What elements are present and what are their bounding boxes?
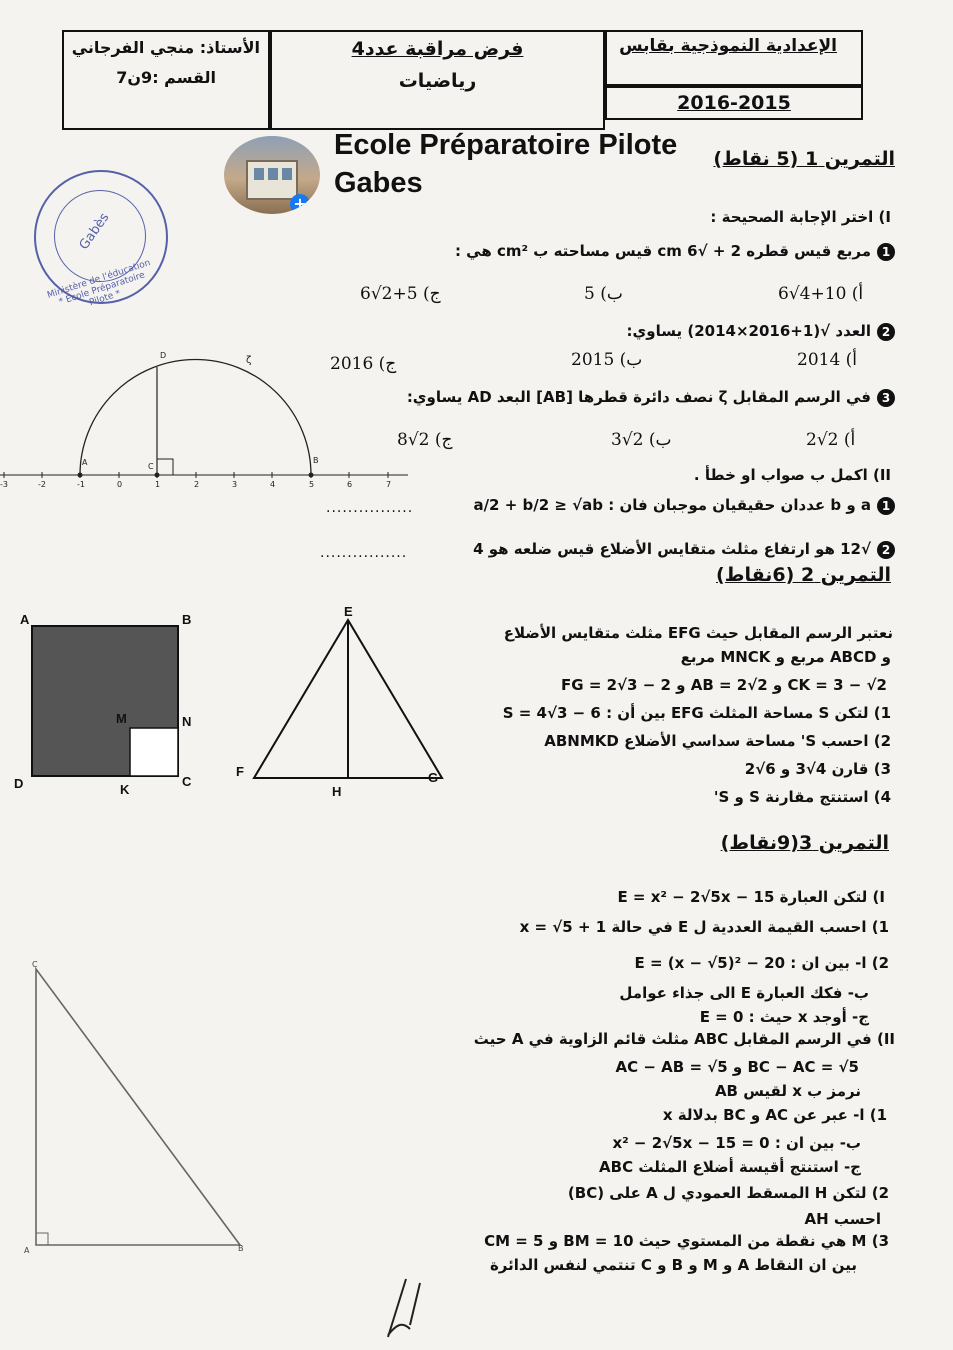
- ex1-q1-c: ج) 5+2√6: [360, 284, 441, 304]
- ex1-q1-b: ب) 5: [584, 284, 623, 304]
- ex3-line13: احسب AH: [804, 1210, 881, 1228]
- teacher-name: الأستاذ: منجي الفرجاني: [71, 38, 260, 57]
- ex3-line6: II) في الرسم المقابل ABC مثلث قائم الزاوية في A حيث: [473, 1030, 895, 1048]
- tick-label: 3: [232, 480, 238, 489]
- point-label-c: C: [148, 462, 154, 471]
- header-year-box: [605, 86, 863, 120]
- tick-label: -2: [38, 480, 46, 489]
- ex2-title: التمرين 2 (6نقاط): [716, 564, 891, 586]
- ex1-q3-b: ب) 2√3: [611, 430, 672, 450]
- ex1-q3-c: ج) 2√8: [397, 430, 453, 450]
- vertex-m: M: [116, 711, 127, 726]
- number-badge-4: 1: [877, 497, 895, 515]
- vertex-c: C: [182, 774, 192, 789]
- ex3-line8: نرمز ب x لقيس AB: [714, 1082, 861, 1100]
- test-title: فرض مراقبة عدد4: [351, 38, 524, 60]
- header-title-box: [270, 30, 605, 130]
- ex3-line10: ب- بين ان : x² − 2√5x − 15 = 0: [612, 1134, 861, 1152]
- ex2-line1: نعتبر الرسم المقابل حيث EFG مثلث متقايس الأضلاع: [503, 624, 893, 642]
- vertex-a: A: [20, 612, 30, 627]
- tick-label: 5: [309, 480, 315, 489]
- figure-squares: [10, 608, 220, 798]
- ex2-line2: و ABCD مربع و MNCK مربع: [680, 648, 891, 666]
- tick-label: -1: [77, 480, 85, 489]
- stamp-outer-text: Ministère de l'éducation * Ecole Préparatoire Pilote *: [46, 258, 152, 309]
- ex1-s2-answer-blank[interactable]: ................: [320, 545, 408, 561]
- ex3-line5: ج- أوجد x حيث : E = 0: [699, 1008, 869, 1026]
- ex1-q2: 2العدد √(1+2016×2014) يساوي:: [627, 322, 895, 341]
- vertex-b: B: [182, 612, 192, 627]
- vertex-n: N: [182, 714, 192, 729]
- ex2-line3: CK = 3 − √2 و AB = 2√2 و FG = 2√3 − 2: [561, 676, 887, 694]
- ex1-q3: 3في الرسم المقابل ζ نصف دائرة قطرها [AB] البعد AD يساوي:: [407, 388, 895, 407]
- building-icon: [246, 160, 298, 200]
- vertex-k: K: [120, 782, 130, 797]
- ex2-line5: 2) احسب S' مساحة سداسي الأضلاع ABNMKD: [544, 732, 891, 750]
- ex3-title: التمرين 3(9نقاط): [720, 832, 889, 854]
- test-subject: رياضيات: [398, 70, 477, 92]
- ex1-q2-c: ج) 2016: [330, 354, 397, 374]
- ex1-q3-a: أ) 2√2: [806, 430, 856, 450]
- ex1-s1-answer-blank[interactable]: ................: [326, 500, 414, 516]
- brand-line2: Gabes: [334, 167, 423, 199]
- ex3-line7: BC − AC = √5 و AC − AB = √5: [615, 1058, 859, 1076]
- header-teacher-box: [62, 30, 270, 130]
- tick-label: 1: [155, 480, 161, 489]
- ex3-line14: 3) M هي نقطة من المستوي حيث BM = 10 و CM = 5: [484, 1232, 889, 1250]
- stamp-center-text: Gabès: [76, 210, 113, 253]
- vertex-f: F: [236, 764, 244, 779]
- tick-label: 2: [194, 480, 200, 489]
- ex3-line1: I) لتكن العبارة E = x² − 2√5x − 15: [617, 888, 885, 906]
- school-logo-avatar: [224, 136, 320, 214]
- ex3-line11: ج- استنتج أقيسة أضلاع المثلث ABC: [599, 1158, 861, 1176]
- number-badge-2: 2: [877, 323, 895, 341]
- vertex-c: C: [32, 960, 38, 969]
- vertex-h: H: [332, 784, 342, 799]
- tick-label: 6: [347, 480, 353, 489]
- number-badge-1: 1: [877, 243, 895, 261]
- ex1-q2-b: ب) 2015: [571, 350, 643, 370]
- point-label-a: A: [82, 458, 88, 467]
- tick-label: 7: [386, 480, 392, 489]
- school-name: الإعدادية النموذجية بقابس: [619, 36, 837, 56]
- vertex-d: D: [14, 776, 24, 791]
- number-badge-3: 3: [877, 389, 895, 407]
- figure-semicircle: [0, 345, 410, 495]
- ex1-s2: 2√12 هو ارتفاع مثلث متقايس الأضلاع قيس ضلعه هو 4: [473, 540, 895, 559]
- number-badge-5: 2: [877, 541, 895, 559]
- ex1-title: التمرين 1 (5 نقاط): [713, 148, 895, 170]
- point-label-d: D: [160, 351, 167, 360]
- signature-mark: [376, 1275, 436, 1345]
- vertex-a: A: [24, 1246, 30, 1255]
- brand-line1: Ecole Préparatoire Pilote: [334, 129, 678, 161]
- ex1-part2: II) اكمل ب صواب او خطأ .: [693, 466, 891, 484]
- plus-icon: +: [290, 194, 310, 214]
- tick-label: -3: [0, 480, 8, 489]
- figure-triangle-abc: [20, 955, 290, 1255]
- school-year: 2016-2015: [677, 92, 791, 114]
- ex2-line4: 1) لتكن S مساحة المثلث EFG بين أن : S = 4√3 − 6: [502, 704, 891, 722]
- figure-triangle-efg: [230, 600, 450, 800]
- ex1-s1: 1a و b عددان حقيقيان موجبان فان : a/2 + b/2 ≥ √ab: [473, 496, 895, 515]
- ex1-part1: I) اختر الإجابة الصحيحة :: [710, 208, 891, 226]
- ex3-line12: 2) لتكن H المسقط العمودي ل A على (BC): [567, 1184, 889, 1202]
- ex3-line9: 1) ا- عبر عن AC و BC بدلالة x: [662, 1106, 887, 1124]
- ex3-line2: 1) احسب القيمة العددية ل E في حالة x = √5 + 1: [519, 918, 889, 936]
- tick-label: 4: [270, 480, 276, 489]
- ex1-q1-a: أ) 10+4√6: [778, 284, 864, 304]
- ex3-line3: 2) ا- بين ان : E = (x − √5)² − 20: [634, 954, 889, 972]
- header-school-box: [605, 30, 863, 86]
- ex1-q2-a: أ) 2014: [797, 350, 858, 370]
- semicircle-label: ζ: [246, 355, 252, 366]
- tick-label: 0: [117, 480, 123, 489]
- vertex-b: B: [238, 1244, 244, 1253]
- ex2-line7: 4) استنتج مقارنة S و S': [713, 788, 891, 806]
- vertex-g: G: [428, 770, 439, 785]
- ex3-line4: ب- فكك العبارة E الى جذاء عوامل: [619, 984, 869, 1002]
- school-stamp: [34, 170, 168, 309]
- ex3-line15: بين ان النقاط A و M و B و C تنتمي لنفس الدائرة: [489, 1256, 857, 1274]
- ex1-q1: 1مربع قيس قطره 2 + √6 cm قيس مساحته ب cm² هي :: [455, 242, 895, 261]
- class-name: القسم :9ن7: [116, 68, 216, 87]
- point-label-b: B: [313, 456, 319, 465]
- vertex-e: E: [344, 604, 353, 619]
- ex2-line6: 3) قارن 4√3 و 6√2: [744, 760, 891, 778]
